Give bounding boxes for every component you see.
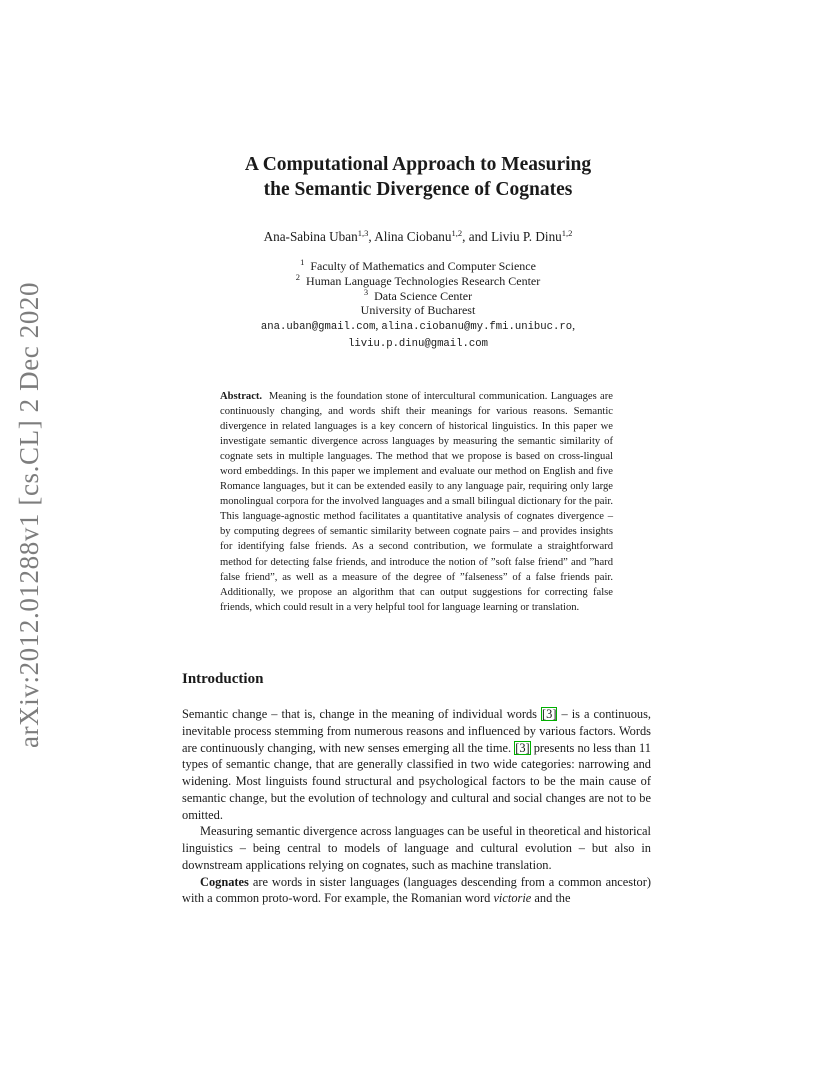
paper-title-line-2: the Semantic Divergence of Cognates <box>263 179 573 200</box>
text-run: presents no less than 11 types of semantic change, that are generally classified in two wide categories: narrowing and widening. Most linguists found structural and psychological factors to be the main cause of semantic change, but the evolution of technology and cultural and social changes are not to be omitted. <box>182 740 651 822</box>
university-name: University of Bucharest <box>360 303 476 318</box>
author-list <box>160 229 676 245</box>
abstract <box>220 389 613 615</box>
paper-title-line-1: A Computational Approach to Measuring <box>244 154 592 175</box>
affiliation-text: Human Language Technologies Research Center <box>306 273 541 288</box>
affiliation-line <box>160 286 676 304</box>
citation-link[interactable]: [3] <box>515 740 530 755</box>
arxiv-identifier-stamp: arXiv:2012.01288v1 [cs.CL] 2 Dec 2020 <box>14 281 44 748</box>
paragraph <box>182 706 651 823</box>
text-run: are words in sister languages (languages descending from a common ancestor) with a common proto-word. For example, the Romanian word <box>182 874 651 906</box>
paper-title <box>160 152 676 202</box>
affiliation-text: Data Science Center <box>374 288 473 303</box>
affiliations <box>160 259 676 352</box>
text-run: – is a continuous, inevitable process stemming from numerous reasons and influenced by various factors. Words are continuously changing, with new senses emerging all the time. <box>182 707 652 755</box>
text-run: Semantic change – that is, change in the meaning of individual words <box>182 707 542 721</box>
affiliation-mark: 2 <box>295 271 301 282</box>
paragraph: Measuring semantic divergence across languages can be useful in theoretical and historical linguistics – being central to models of language and cultural evolution – but also in downstream applications relying on cognates, such as machine translation. <box>182 824 651 872</box>
author-name: Alina Ciobanu <box>374 229 452 244</box>
email-link[interactable]: ana.uban@gmail.com <box>260 321 376 334</box>
section-heading-introduction: Introduction <box>182 671 264 687</box>
text-run: and the <box>531 891 571 906</box>
author-name: Ana-Sabina Uban <box>263 229 358 244</box>
email-line-1: ana.uban@gmail.com, alina.ciobanu@my.fmi.unibuc.ro, <box>260 318 576 334</box>
citation-link[interactable]: [3] <box>542 707 557 721</box>
affiliation-line <box>160 259 676 274</box>
affiliation-line <box>160 271 676 289</box>
affiliation-mark: 1 <box>300 257 305 267</box>
term-bold: Cognates <box>200 874 249 889</box>
abstract-text: Meaning is the foundation stone of intercultural communication. Languages are continuously changing, and words shift their meanings for various reasons. Semantic divergence in related languages is a key concern of historical linguistics. In this paper we investigate semantic divergence across languages by measuring the semantic similarity of cognate sets in multiple languages. The method that we propose is based on cross-lingual word embeddings. In this paper we implement and evaluate our method on English and five Romance languages, but it can be extended easily to any language pair, requiring only large monolingual corpora for the involved languages and a small bilingual dictionary for the pair. This language-agnostic method facilitates a quantitative analysis of cognates divergence – by computing degrees of semantic similarity between cognate pairs – and provides insights for identifying false friends. As a second contribution, we formulate a straightforward method for detecting false friends, and introduce the notion of ”soft false friend” and ”hard false friend”, as well as a measure of the degree of ”falseness” of a false friends pair. Additionally, we propose an algorithm that can output suggestions for correcting false friends, which could result in a very helpful tool for language learning or translation. <box>220 391 613 613</box>
author-separator: , <box>368 229 375 244</box>
term-italic: victorie <box>493 891 532 906</box>
email-link[interactable]: liviu.p.dinu@gmail.com <box>348 337 488 350</box>
author-affiliation-mark: 1,3 <box>357 228 369 238</box>
email-link[interactable]: alina.ciobanu@my.fmi.unibuc.ro <box>381 321 573 334</box>
affiliation-mark: 3 <box>363 286 369 297</box>
introduction-body <box>182 706 651 907</box>
paragraph <box>182 874 651 908</box>
author-separator: , and <box>462 229 492 244</box>
email-line-2 <box>160 335 676 352</box>
author-affiliation-mark: 1,2 <box>451 228 463 238</box>
author-affiliation-mark: 1,2 <box>561 228 573 238</box>
author-name: Liviu P. Dinu <box>491 229 562 244</box>
affiliation-text: Faculty of Mathematics and Computer Science <box>310 259 536 273</box>
abstract-label: Abstract. <box>220 391 263 402</box>
